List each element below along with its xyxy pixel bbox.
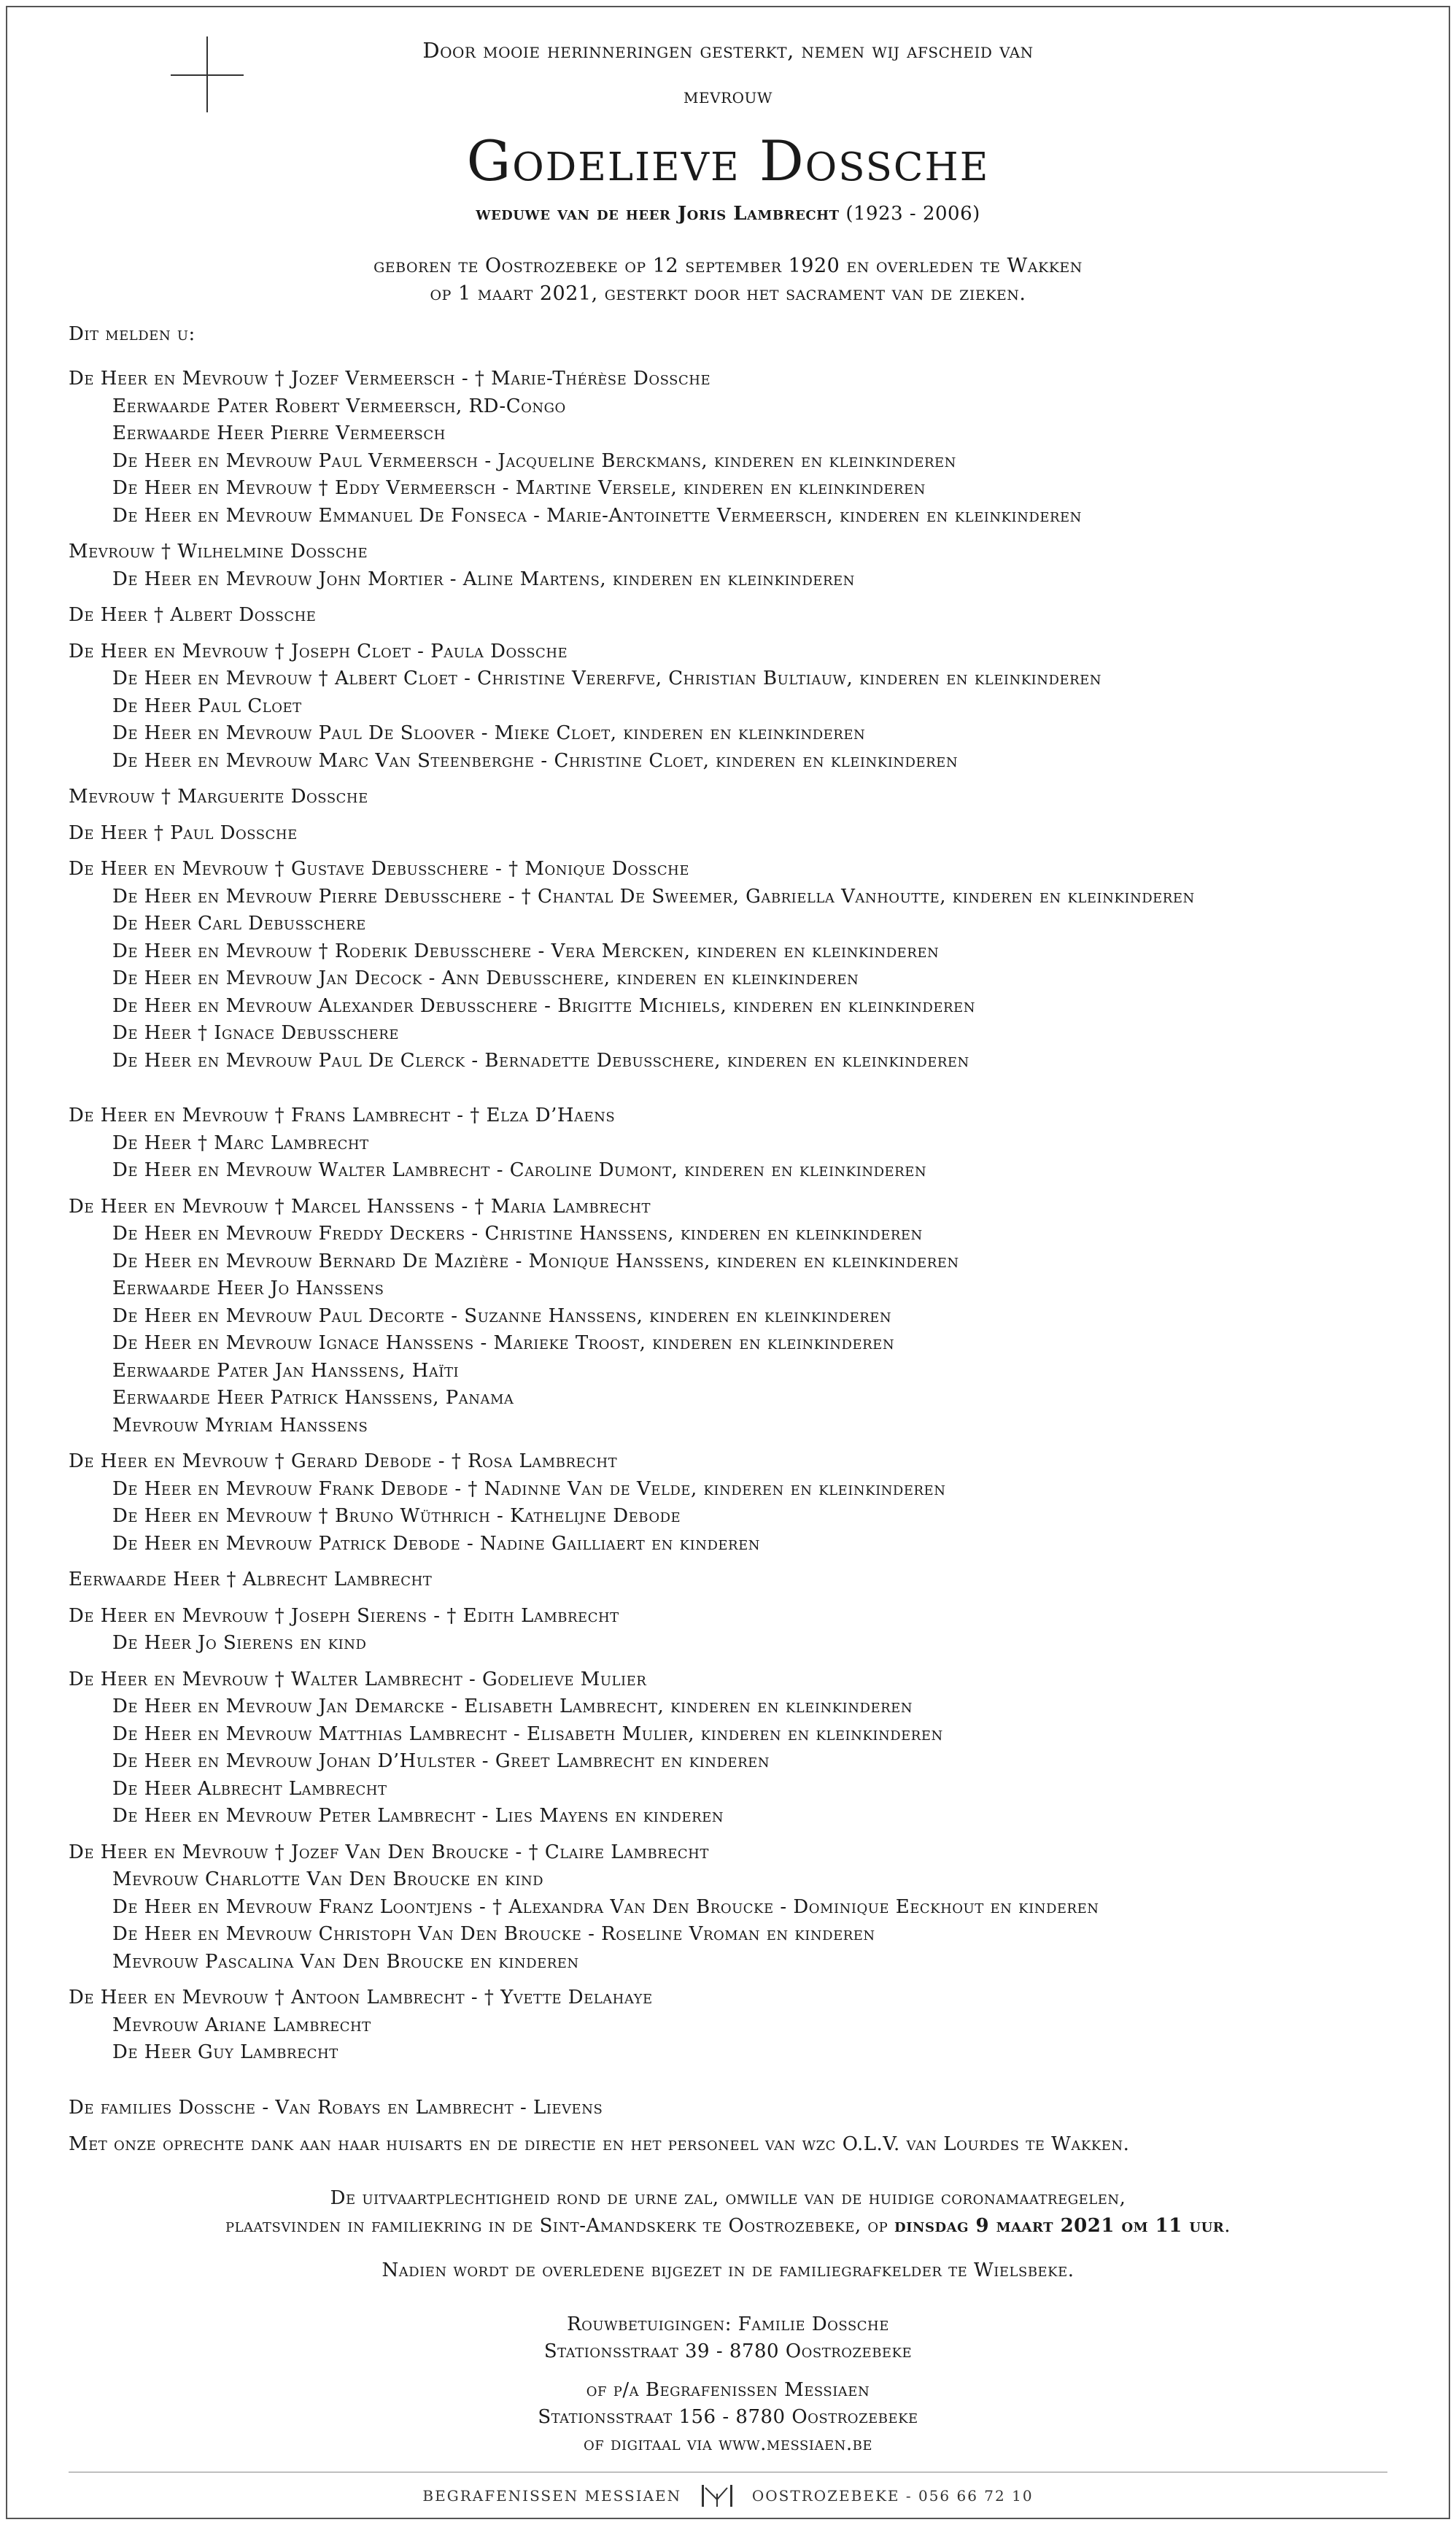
family-group: [69, 2095, 1411, 2122]
family-member: De Heer en Mevrouw Bernard De Mazière - Monique Hanssens, kinderen en kleinkinderen: [112, 1250, 959, 1272]
family-member: De Heer Carl Debusschere: [112, 913, 366, 935]
family-member: De Heer en Mevrouw † Bruno Wüthrich - Kathelijne Debode: [112, 1505, 681, 1527]
burial-info: Nadien wordt de overledene bijgezet in de familiegrafkelder te Wielsbeke.: [382, 2259, 1074, 2281]
family-member: Eerwaarde Heer Patrick Hanssens, Panama: [112, 1387, 514, 1409]
widow-of: weduwe van de heer Joris Lambrecht: [476, 203, 840, 225]
family-group: [69, 820, 1411, 848]
family-member: De Heer en Mevrouw Ignace Hanssens - Marieke Troost, kinderen en kleinkinderen: [112, 1332, 895, 1354]
family-member: De Heer en Mevrouw Frank Debode - † Nadinne Van de Velde, kinderen en kleinkinderen: [112, 1477, 946, 1500]
family-group-head: De Heer en Mevrouw † Gustave Debusschere - † Monique Dossche: [69, 858, 689, 880]
family-member: De Heer en Mevrouw Marc Van Steenberghe - Christine Cloet, kinderen en kleinkinderen: [112, 749, 959, 772]
family-member: De Heer en Mevrouw Paul De Clerck - Bernadette Debusschere, kinderen en kleinkinderen: [112, 1049, 969, 1072]
footer: [0, 2483, 1456, 2508]
family-group: [69, 602, 1411, 630]
condolence-contact: [0, 2311, 1456, 2458]
contact-line-1: Rouwbetuigingen: Familie Dossche: [567, 2313, 889, 2335]
family-member: De Heer Paul Cloet: [112, 695, 302, 717]
family-group-head: De Heer en Mevrouw † Jozef Van Den Broucke - † Claire Lambrecht: [69, 1841, 709, 1863]
family-member: Mevrouw Ariane Lambrecht: [112, 2014, 371, 2036]
messiaen-m-logo-icon: [701, 2483, 733, 2508]
family-group-head: De Heer en Mevrouw † Jozef Vermeersch - † Marie-Thérèse Dossche: [69, 368, 711, 390]
family-member: De Heer en Mevrouw Walter Lambrecht - Caroline Dumont, kinderen en kleinkinderen: [112, 1159, 927, 1181]
family-group: [69, 538, 1411, 593]
born-line-2: op 1 maart 2021, gesterkt door het sacrament van de zieken.: [430, 282, 1026, 305]
family-member: De Heer en Mevrouw Emmanuel De Fonseca - Marie-Antoinette Vermeersch, kinderen en kleinkinderen: [112, 504, 1082, 527]
family-group-head: De families Dossche - Van Robays en Lambrecht - Lievens: [69, 2096, 603, 2119]
family-member: Eerwaarde Heer Pierre Vermeersch: [112, 422, 446, 444]
ceremony-line-2-suffix: .: [1224, 2215, 1231, 2237]
family-member: De Heer en Mevrouw Johan D’Hulster - Greet Lambrecht en kinderen: [112, 1750, 770, 1772]
born-line-1: geboren te Oostrozebeke op 12 september 1920 en overleden te Wakken: [373, 255, 1083, 277]
family-member: De Heer en Mevrouw Paul De Sloover - Mieke Cloet, kinderen en kleinkinderen: [112, 722, 866, 744]
family-member: De Heer en Mevrouw Paul Decorte - Suzanne Hanssens, kinderen en kleinkinderen: [112, 1304, 892, 1327]
family-group: [69, 366, 1411, 530]
family-member: De Heer en Mevrouw Christoph Van Den Broucke - Roseline Vroman en kinderen: [112, 1923, 875, 1945]
contact-line-2: Stationsstraat 39 - 8780 Oostrozebeke: [543, 2340, 913, 2362]
family-group: [69, 1566, 1411, 1594]
family-group: [69, 1102, 1411, 1185]
family-group: [69, 1194, 1411, 1440]
family-group-head: Eerwaarde Heer † Albrecht Lambrecht: [69, 1569, 433, 1590]
family-group: [69, 856, 1411, 1075]
family-group-head: De Heer † Paul Dossche: [69, 821, 298, 844]
family-member: De Heer en Mevrouw † Albert Cloet - Christine Vererfve, Christian Bultiauw, kinderen en kleinkinderen: [112, 668, 1102, 689]
family-group-head: De Heer en Mevrouw † Antoon Lambrecht - † Yvette Delahaye: [69, 1987, 653, 2008]
melden-label: Dit melden u:: [69, 323, 195, 345]
family-member: De Heer Albrecht Lambrecht: [112, 1777, 387, 1800]
family-member: De Heer en Mevrouw Patrick Debode - Nadine Gailliaert en kinderen: [112, 1532, 760, 1555]
family-member: Mevrouw Pascalina Van Den Broucke en kinderen: [112, 1950, 579, 1973]
family-member: De Heer en Mevrouw † Eddy Vermeersch - Martine Versele, kinderen en kleinkinderen: [112, 477, 926, 499]
family-group: [69, 638, 1411, 776]
family-group: [69, 1666, 1411, 1830]
family-member: De Heer en Mevrouw Jan Decock - Ann Debusschere, kinderen en kleinkinderen: [112, 967, 859, 989]
contact-line-5: of digitaal via www.messiaen.be: [584, 2433, 872, 2455]
family-member: Mevrouw Charlotte Van Den Broucke en kind: [112, 1868, 544, 1890]
family-group: [69, 1839, 1411, 1976]
family-member: De Heer Guy Lambrecht: [112, 2041, 338, 2063]
family-group-head: De Heer † Albert Dossche: [69, 604, 317, 626]
family-member: Eerwaarde Pater Jan Hanssens, Haïti: [112, 1359, 460, 1382]
family-group-head: De Heer en Mevrouw † Marcel Hanssens - † Maria Lambrecht: [69, 1195, 651, 1218]
salutation: mevrouw: [684, 83, 772, 108]
family-groups: [69, 366, 1411, 2122]
family-member: De Heer en Mevrouw John Mortier - Aline Martens, kinderen en kleinkinderen: [112, 568, 855, 590]
family-group: [69, 1984, 1411, 2067]
family-member: De Heer en Mevrouw Alexander Debusschere - Brigitte Michiels, kinderen en kleinkinderen: [112, 994, 975, 1017]
family-member: De Heer en Mevrouw Paul Vermeersch - Jacqueline Berckmans, kinderen en kleinkinderen: [112, 449, 956, 472]
family-group-head: De Heer en Mevrouw † Walter Lambrecht - Godelieve Mulier: [69, 1668, 647, 1690]
family-group: [69, 784, 1411, 811]
family-member: De Heer en Mevrouw Franz Loontjens - † Alexandra Van Den Broucke - Dominique Eeckhout en kinderen: [112, 1895, 1099, 1918]
family-member: De Heer en Mevrouw † Roderik Debusschere - Vera Mercken, kinderen en kleinkinderen: [112, 940, 940, 962]
family-member: De Heer en Mevrouw Peter Lambrecht - Lies Mayens en kinderen: [112, 1805, 724, 1827]
family-member: De Heer en Mevrouw Jan Demarcke - Elisabeth Lambrecht, kinderen en kleinkinderen: [112, 1695, 913, 1717]
family-group-head: De Heer en Mevrouw † Joseph Cloet - Paula Dossche: [69, 640, 568, 662]
family-member: De Heer en Mevrouw Pierre Debusschere - † Chantal De Sweemer, Gabriella Vanhoutte, kinderen en kleinkinderen: [112, 885, 1195, 908]
deceased-name: Godelieve Dossche: [466, 128, 990, 193]
family-member: De Heer en Mevrouw Matthias Lambrecht - Elisabeth Mulier, kinderen en kleinkinderen: [112, 1722, 943, 1745]
family-member: De Heer Jo Sierens en kind: [112, 1632, 367, 1654]
family-member: Eerwaarde Pater Robert Vermeersch, RD-Congo: [112, 395, 566, 417]
footer-location-phone: OOSTROZEBEKE - 056 66 72 10: [751, 2487, 1034, 2505]
widow-years: (1923 - 2006): [845, 203, 980, 225]
ceremony-line-2: [0, 2212, 1456, 2240]
family-member: Mevrouw Myriam Hanssens: [112, 1414, 368, 1436]
family-member: De Heer en Mevrouw Freddy Deckers - Christine Hanssens, kinderen en kleinkinderen: [112, 1223, 923, 1245]
family-group-head: Mevrouw † Wilhelmine Dossche: [69, 541, 368, 562]
thanks-text: Met onze oprechte dank aan haar huisarts en de directie en het personeel van wzc O.L.V. van Lourdes te Wakken.: [69, 2133, 1130, 2155]
ceremony-datetime: dinsdag 9 maart 2021 om 11 uur: [894, 2215, 1225, 2237]
ceremony-info: [0, 2184, 1456, 2240]
family-group-head: Mevrouw † Marguerite Dossche: [69, 786, 368, 808]
intro-text: Door mooie herinneringen gesterkt, nemen wij afscheid van: [422, 38, 1034, 63]
birth-death-info: [0, 252, 1456, 308]
family-group-head: De Heer en Mevrouw † Gerard Debode - † Rosa Lambrecht: [69, 1450, 618, 1472]
family-member: De Heer † Marc Lambrecht: [112, 1132, 369, 1154]
family-group: [69, 1603, 1411, 1658]
family-group-head: De Heer en Mevrouw † Frans Lambrecht - † Elza D’Haens: [69, 1105, 616, 1126]
family-member: De Heer † Ignace Debusschere: [112, 1022, 399, 1044]
contact-line-3: of p/a Begrafenissen Messiaen: [586, 2379, 870, 2401]
ceremony-line-2-prefix: plaatsvinden in familiekring in de Sint-Amandskerk te Oostrozebeke, op: [225, 2215, 895, 2237]
family-group: [69, 1448, 1411, 1558]
widow-line: [0, 203, 1456, 225]
ceremony-line-1: De uitvaartplechtigheid rond de urne zal, omwille van de huidige coronamaatregelen,: [330, 2187, 1126, 2209]
family-list: [69, 321, 1411, 2130]
family-group-head: De Heer en Mevrouw † Joseph Sierens - † Edith Lambrecht: [69, 1604, 619, 1627]
footer-company: BEGRAFENISSEN MESSIAEN: [422, 2487, 682, 2505]
family-member: Eerwaarde Heer Jo Hanssens: [112, 1277, 384, 1299]
contact-line-4: Stationsstraat 156 - 8780 Oostrozebeke: [538, 2406, 918, 2428]
